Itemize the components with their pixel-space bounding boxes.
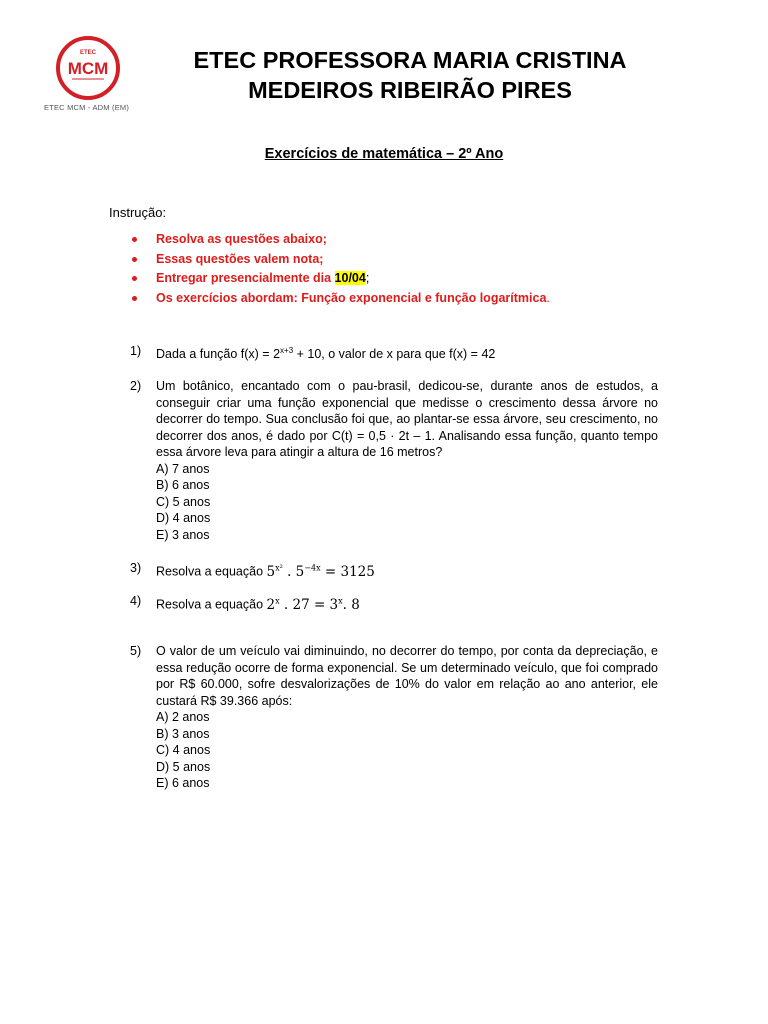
instruction-text: Entregar presencialmente dia bbox=[156, 271, 335, 285]
equation-part: . 27 = 3 bbox=[279, 596, 339, 613]
exponent: x bbox=[338, 596, 343, 605]
question-2 bbox=[130, 378, 658, 543]
question-number: 3) bbox=[130, 561, 142, 575]
exponent: x bbox=[275, 596, 280, 605]
question-number: 1) bbox=[130, 344, 142, 358]
school-title bbox=[150, 45, 670, 105]
question-label: Resolva a equação bbox=[156, 597, 267, 612]
instruction-punctuation: ; bbox=[365, 271, 370, 285]
school-title-line-2: MEDEIROS RIBEIRÃO PIRES bbox=[248, 77, 572, 103]
bullet-icon bbox=[132, 276, 137, 281]
equation-part: . 5 bbox=[282, 563, 305, 580]
equation-part: 2 bbox=[266, 596, 276, 613]
instruction-item bbox=[132, 250, 692, 270]
answer-option: D) 5 anos bbox=[156, 759, 211, 774]
question-text-part: Dada a função f(x) = 2 bbox=[156, 347, 281, 362]
question-1 bbox=[130, 343, 658, 363]
instruction-item bbox=[132, 230, 692, 250]
question-text: Um botânico, encantado com o pau-brasil, dedicou-se, durante anos de estudos, a conseguir criar uma função exponencial que medisse o crescimento dessa árvore no decorrer do tempo. Sua conclusão foi que, ao plantar-se essa árvore, seu crescimento, no decorrer dos anos, é dado por C(t) = 0,5 · 2t – 1. Analisando essa função, quanto tempo essa árvore leva para atingir a altura de 16 metros? bbox=[156, 379, 658, 459]
due-date-highlight: 10/04 bbox=[334, 271, 366, 285]
question-text: O valor de um veículo vai diminuindo, no decorrer do tempo, por conta da depreciação, e essa redução ocorre de forma exponencial. Se um determinado veículo, que foi comprado por R$ 60.000, sofre desvalorizações de 10% do valor em relação ao ano anterior, ele custará R$ 39.366 após: bbox=[156, 644, 658, 708]
answer-option: B) 6 anos bbox=[156, 478, 210, 492]
answer-option: A) 7 anos bbox=[156, 461, 210, 476]
bullet-icon bbox=[132, 296, 137, 301]
question-3 bbox=[130, 560, 658, 580]
question-number: 4) bbox=[130, 594, 142, 608]
answer-option: E) 6 anos bbox=[156, 776, 210, 790]
question-number: 5) bbox=[130, 644, 142, 658]
instruction-text: Resolva as questões abaixo; bbox=[156, 232, 327, 246]
equation bbox=[267, 564, 375, 580]
exponent: x² bbox=[275, 563, 283, 572]
question-text bbox=[156, 343, 658, 363]
instruction-item bbox=[132, 289, 692, 309]
answer-option: B) 3 anos bbox=[156, 726, 210, 741]
question-text-part: + 10, o valor de x para que f(x) = 42 bbox=[293, 347, 496, 362]
answer-option: A) 2 anos bbox=[156, 710, 210, 724]
school-title-line-1: ETEC PROFESSORA MARIA CRISTINA bbox=[193, 47, 627, 73]
equation-part: = 3125 bbox=[320, 563, 375, 580]
question-label: Resolva a equação bbox=[156, 564, 267, 579]
logo-text: MCM bbox=[67, 59, 109, 78]
question-text bbox=[156, 560, 658, 580]
equation-part: . 8 bbox=[342, 596, 360, 613]
instruction-item bbox=[132, 269, 692, 289]
logo-caption: ETEC MCM - ADM (EM) bbox=[44, 103, 130, 112]
exponent: −4x bbox=[304, 563, 321, 572]
answer-option: C) 5 anos bbox=[156, 494, 211, 509]
exponent: x+3 bbox=[280, 346, 294, 355]
instruction-punctuation: . bbox=[546, 290, 550, 305]
instructions-list bbox=[132, 230, 692, 308]
instruction-text: Os exercícios abordam: Função exponencial e função logarítmica bbox=[156, 290, 547, 305]
logo-top-text: ETEC bbox=[79, 50, 97, 56]
instruction-text: Essas questões valem nota; bbox=[156, 251, 324, 266]
equation bbox=[267, 597, 360, 613]
question-number: 2) bbox=[130, 379, 142, 393]
answer-option: D) 4 anos bbox=[156, 511, 211, 525]
bullet-icon bbox=[132, 237, 137, 242]
question-5 bbox=[130, 643, 658, 792]
answer-option: C) 4 anos bbox=[156, 743, 211, 757]
instructions-label: Instrução: bbox=[109, 205, 167, 220]
subject-title: Exercícios de matemática – 2º Ano bbox=[264, 146, 504, 162]
question-4 bbox=[130, 593, 658, 613]
bullet-icon bbox=[132, 257, 137, 262]
question-text bbox=[156, 593, 658, 613]
equation-part: 5 bbox=[266, 563, 276, 580]
answer-option: E) 3 anos bbox=[156, 527, 210, 542]
